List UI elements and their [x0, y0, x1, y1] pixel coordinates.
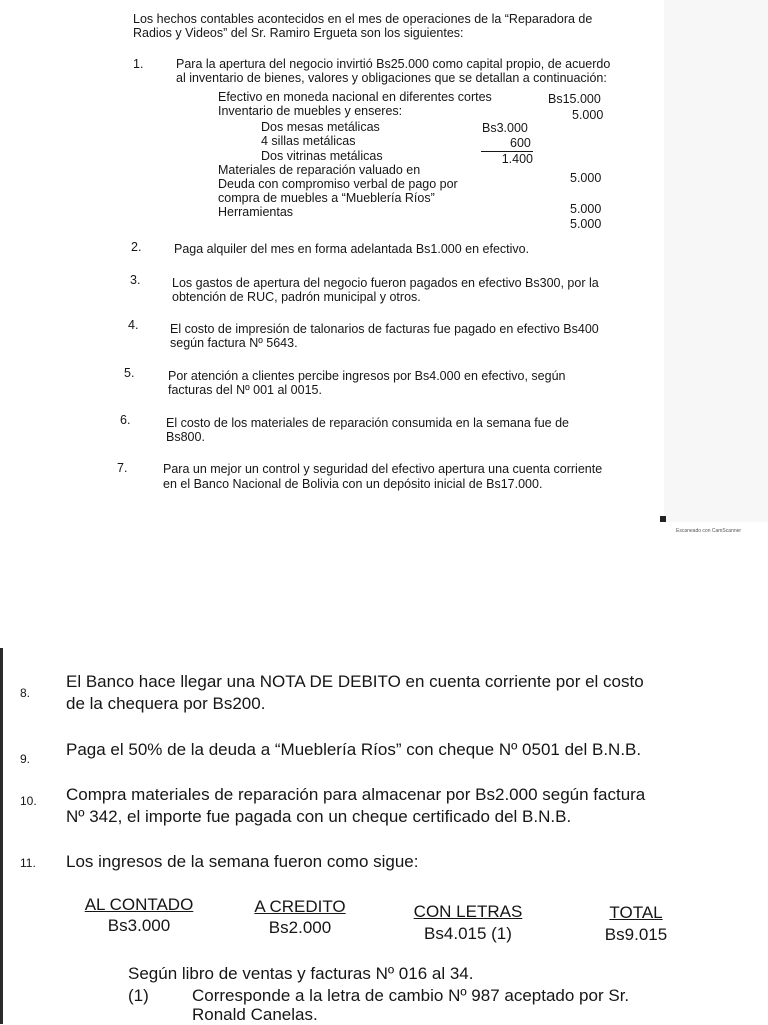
item-7-line-1: Para un mejor un control y seguridad del efectivo apertura una cuenta corriente	[163, 462, 603, 476]
item-2-line-1: Paga alquiler del mes en forma adelantada Bs1.000 en efectivo.	[174, 242, 530, 256]
footnote-mark: (1)	[128, 986, 149, 1005]
chairs-label: 4 sillas metálicas	[261, 134, 356, 148]
intro-line-2: Radios y Videos” del Sr. Ramiro Ergueta son los siguientes:	[133, 26, 464, 40]
item-2-number: 2.	[131, 240, 142, 254]
cash-label: Efectivo en moneda nacional en diferentes cortes	[218, 90, 492, 104]
page-break-gap	[0, 530, 768, 646]
item-10-line-1: Compra materiales de reparación para almacenar por Bs2.000 según factura	[66, 785, 646, 804]
furniture-total: 5.000	[572, 108, 604, 122]
item-8-line-1: El Banco hace llegar una NOTA DE DEBITO en cuenta corriente por el costo	[66, 672, 644, 691]
item-8-line-2: de la chequera por Bs200.	[66, 694, 266, 713]
income-value-cash: Bs3.000	[107, 916, 171, 935]
scanner-note: Escaneado con CamScanner	[676, 528, 742, 534]
item-3-number: 3.	[130, 273, 141, 287]
income-header-cash: AL CONTADO	[84, 895, 194, 914]
footnote-line-2: Ronald Canelas.	[192, 1005, 318, 1024]
scanned-page-2-left-edge	[0, 648, 3, 1024]
chairs-value: 600	[510, 136, 531, 150]
item-1-number: 1.	[133, 57, 144, 71]
page-1-margin-shadow	[664, 0, 768, 522]
income-value-total: Bs9.015	[604, 925, 668, 944]
desks-label: Dos mesas metálicas	[261, 120, 380, 134]
income-value-credit: Bs2.000	[268, 918, 332, 937]
item-1-line-1: Para la apertura del negocio invirtió Bs25.000 como capital propio, de acuerdo	[176, 57, 611, 71]
item-6-line-2: Bs800.	[166, 430, 205, 444]
item-7-number: 7.	[117, 461, 128, 475]
page-corner-mark	[660, 516, 666, 522]
materials-value: 5.000	[570, 171, 602, 185]
debt-label-1: Deuda con compromiso verbal de pago por	[218, 177, 458, 191]
showcases-value: 1.400	[481, 151, 533, 166]
item-10-number: 10.	[20, 794, 37, 808]
item-4-line-1: El costo de impresión de talonarios de facturas fue pagado en efectivo Bs400	[170, 322, 599, 336]
item-11-line-1: Los ingresos de la semana fueron como sigue:	[66, 852, 419, 871]
item-1-line-2: al inventario de bienes, valores y obligaciones que se detallan a continuación:	[176, 71, 607, 85]
item-6-line-1: El costo de los materiales de reparación consumida en la semana fue de	[166, 416, 570, 430]
item-3-line-1: Los gastos de apertura del negocio fueron pagados en efectivo Bs300, por la	[172, 276, 599, 290]
item-8-number: 8.	[20, 686, 31, 700]
materials-label: Materiales de reparación valuado en	[218, 163, 421, 177]
showcases-label: Dos vitrinas metálicas	[261, 149, 383, 163]
item-4-number: 4.	[128, 318, 139, 332]
footnote-line-1: Corresponde a la letra de cambio Nº 987 aceptado por Sr.	[192, 986, 630, 1005]
cash-value: Bs15.000	[548, 92, 601, 106]
item-5-number: 5.	[124, 366, 135, 380]
furniture-label: Inventario de muebles y enseres:	[218, 104, 403, 118]
item-9-line-1: Paga el 50% de la deuda a “Mueblería Ríos” con cheque Nº 0501 del B.N.B.	[66, 740, 642, 759]
desks-value: Bs3.000	[482, 121, 528, 135]
item-5-line-2: facturas del Nº 001 al 0015.	[168, 383, 322, 397]
item-11-number: 11.	[20, 856, 36, 870]
income-value-bills: Bs4.015 (1)	[424, 924, 512, 943]
item-6-number: 6.	[120, 413, 131, 427]
debt-label-2: compra de muebles a “Mueblería Ríos”	[218, 191, 435, 205]
tools-value: 5.000	[570, 217, 602, 231]
income-header-bills: CON LETRAS	[413, 902, 523, 921]
source-note: Según libro de ventas y facturas Nº 016 al 34.	[128, 964, 474, 983]
tools-label: Herramientas	[218, 205, 294, 219]
debt-value: 5.000	[570, 202, 602, 216]
item-10-line-2: Nº 342, el importe fue pagada con un cheque certificado del B.N.B.	[66, 807, 572, 826]
item-4-line-2: según factura Nº 5643.	[170, 336, 298, 350]
item-7-line-2: en el Banco Nacional de Bolivia con un depósito inicial de Bs17.000.	[163, 477, 543, 491]
income-header-credit: A CREDITO	[254, 897, 346, 916]
intro-line-1: Los hechos contables acontecidos en el mes de operaciones de la “Reparadora de	[133, 12, 593, 26]
item-9-number: 9.	[20, 752, 31, 766]
income-header-total: TOTAL	[609, 903, 663, 922]
item-5-line-1: Por atención a clientes percibe ingresos por Bs4.000 en efectivo, según	[168, 369, 566, 383]
item-3-line-2: obtención de RUC, padrón municipal y otros.	[172, 290, 421, 304]
